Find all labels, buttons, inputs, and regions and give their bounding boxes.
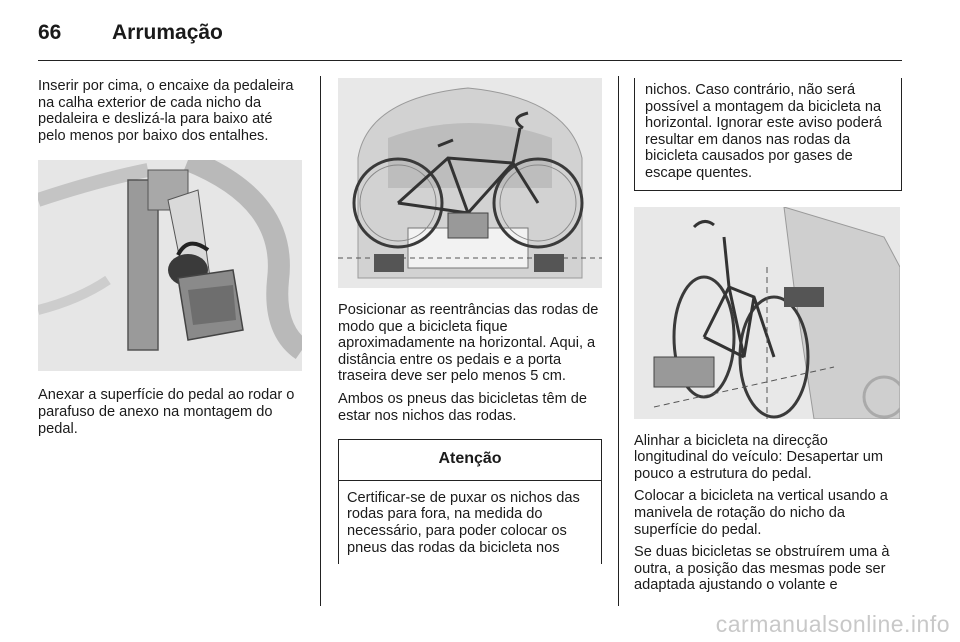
column-divider-1 [320, 76, 321, 606]
notice-title: Atenção [339, 440, 601, 481]
watermark: carmanualsonline.info [715, 611, 950, 637]
pedal-mount-illustration [38, 160, 302, 371]
column-3 [634, 78, 902, 594]
paragraph: Colocar a bicicleta na vertical usando a manivela de rotação do nicho da superfície do pedal. [634, 488, 888, 538]
column-1 [38, 78, 304, 437]
page-number: 66 [38, 21, 62, 44]
bicycle-alignment-illustration [634, 207, 900, 419]
attention-notice [338, 439, 602, 564]
paragraph: Inserir por cima, o encaixe da pedaleira na calha exterior de cada nicho da pedaleira e deslizá-la para baixo até pelo menos por baixo dos entalhes. [38, 78, 294, 144]
column-divider-2 [618, 76, 619, 606]
page-header [38, 16, 223, 50]
column-2 [338, 78, 602, 564]
paragraph: Ambos os pneus das bicicletas têm de estar nos nichos das rodas. [338, 390, 588, 424]
notice-text: Certificar-se de puxar os nichos das rodas para fora, na medida do necessário, para poder colocar os pneus das rodas da bicicleta nos [347, 489, 580, 556]
paragraph: Alinhar a bicicleta na direcção longitudinal do veículo: Desapertar um pouco a estrutura do pedal. [634, 432, 884, 482]
header-divider [38, 60, 902, 61]
paragraph: Se duas bicicletas se obstruírem uma à outra, a posição das mesmas pode ser adaptada ajustando o volante e [634, 544, 890, 594]
attention-notice-continued [634, 78, 902, 191]
page-title: Arrumação [112, 21, 223, 44]
bicycle-carrier-rear-illustration [338, 78, 602, 288]
notice-text: nichos. Caso contrário, não será possível a montagem da bicicleta na horizontal. Ignorar este aviso poderá resultar em danos nas rodas da bicicleta causados por gases de escape quentes. [645, 82, 882, 181]
paragraph: Posicionar as reentrâncias das rodas de modo que a bicicleta fique aproximadamente na horizontal. Aqui, a distância entre os pedais e a porta traseira deve ser pelo menos 5 cm. [338, 302, 599, 385]
paragraph: Anexar a superfície do pedal ao rodar o parafuso de anexo na montagem do pedal. [38, 387, 295, 437]
